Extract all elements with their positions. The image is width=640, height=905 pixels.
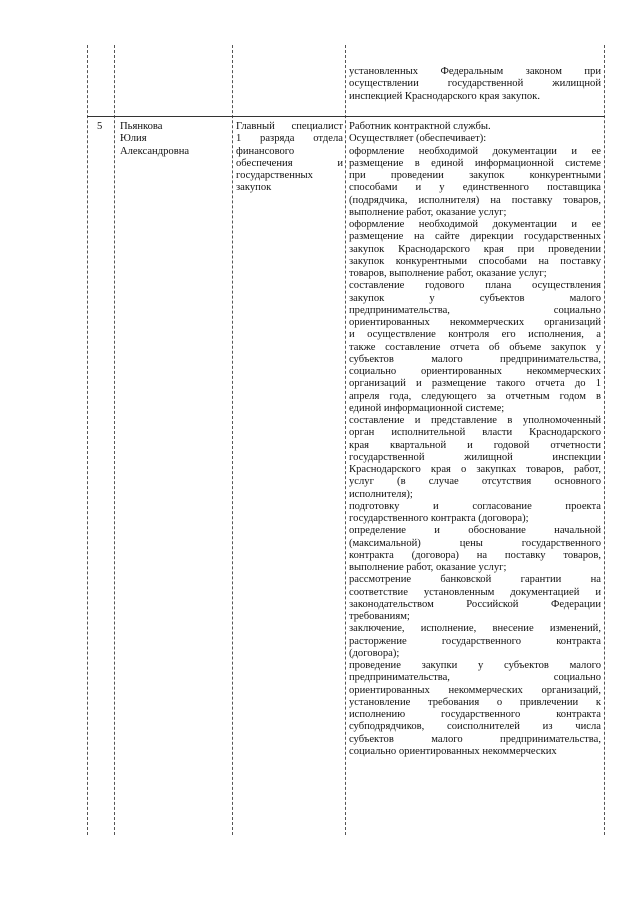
description-line: также составление отчета об объеме закупок у: [349, 341, 601, 353]
description-line: способами и у единственного поставщика: [349, 182, 601, 194]
description-line: установленных Федеральным законом при: [349, 66, 601, 77]
job-duties-description: [349, 121, 601, 758]
description-line: установление требования о привлечении к: [349, 696, 601, 708]
employee-position: [236, 121, 343, 195]
description-line: организаций и размещение такого отчета до 1: [349, 378, 601, 390]
description-line: выполнение работ, оказание услуг;: [349, 562, 507, 573]
description-line: ориентированных некоммерческих организаций,: [349, 684, 601, 696]
top-row-description: [349, 66, 601, 103]
position-line: 1 разряда отдела: [236, 133, 343, 145]
description-line: соответствие установленным документацией и: [349, 586, 601, 598]
description-line: (договора);: [349, 647, 400, 659]
description-line: размещение в единой информационной системе: [349, 157, 601, 169]
description-line: субъектов малого предпринимательства,: [349, 733, 601, 745]
description-line: апреля года, следующего за отчетным годом в: [349, 390, 601, 402]
description-line: и осуществление контроля его исполнения, а: [349, 329, 601, 341]
description-line: исполнению государственного контракта: [349, 709, 601, 720]
position-line: обеспечения и: [236, 157, 343, 169]
name-line: Пьянкова: [120, 121, 163, 132]
description-line: социально ориентированных некоммерческих: [349, 366, 601, 377]
description-line: государственной жилищной инспекции: [349, 451, 601, 463]
table-border-col3: [345, 45, 346, 835]
description-line: субъектов малого предпринимательства,: [349, 353, 601, 365]
description-line: ориентированных некоммерческих организаций: [349, 317, 601, 328]
description-line: закупок Краснодарского края при проведении: [349, 243, 601, 255]
table-border-col2: [232, 45, 233, 835]
row-number: 5: [97, 121, 103, 132]
description-line: единой информационной системе;: [349, 402, 505, 414]
description-line: социально ориентированных некоммерческих: [349, 745, 557, 757]
description-line: (максимальной) цены государственного: [349, 537, 601, 549]
description-line: составление годового плана осуществления: [349, 280, 601, 292]
description-line: требованиям;: [349, 611, 410, 622]
description-line: орган исполнительной власти Краснодарского: [349, 427, 601, 439]
description-line: выполнение работ, оказание услуг;: [349, 206, 507, 218]
name-line: Александровна: [120, 145, 190, 157]
description-line: исполнителя);: [349, 488, 413, 500]
description-line: государственного контракта (договора);: [349, 513, 529, 524]
description-line: подготовку и согласование проекта: [349, 500, 601, 512]
description-line: (подрядчика, исполнителя) на поставку товаров,: [349, 194, 601, 206]
description-line: инспекцией Краснодарского края закупок.: [349, 90, 540, 102]
description-line: размещение на сайте дирекции государственных: [349, 231, 601, 243]
description-line: закупок конкурентными способами на поставку: [349, 255, 601, 267]
description-line: Работник контрактной службы.: [349, 121, 491, 132]
description-line: при проведении закупок конкурентными: [349, 170, 601, 181]
description-line: составление и представление в уполномоченный: [349, 415, 601, 426]
description-line: субподрядчиков, соисполнителей из числа: [349, 721, 601, 733]
position-line: Главный специалист: [236, 121, 343, 132]
description-line: предпринимательства, социально: [349, 672, 601, 684]
description-line: услуг (в случае отсутствия основного: [349, 476, 601, 488]
position-line: закупок: [236, 182, 272, 194]
description-line: товаров, выполнение работ, оказание услуг;: [349, 268, 547, 279]
description-line: определение и обоснование начальной: [349, 525, 601, 537]
table-border-col1: [114, 45, 115, 835]
position-line: государственных: [236, 170, 313, 181]
description-line: предпринимательства, социально: [349, 304, 601, 316]
description-line: контракта (договора) на поставку товаров,: [349, 549, 601, 561]
description-line: законодательством Российской Федерации: [349, 598, 601, 610]
description-line: закупок у субъектов малого: [349, 292, 601, 304]
description-line: оформление необходимой документации и ее: [349, 219, 601, 230]
description-line: рассмотрение банковской гарантии на: [349, 574, 601, 586]
description-line: заключение, исполнение, внесение изменений,: [349, 623, 601, 635]
description-line: оформление необходимой документации и ее: [349, 145, 601, 157]
description-line: Осуществляет (обеспечивает):: [349, 133, 487, 145]
table-border-left: [87, 45, 88, 835]
name-line: Юлия: [120, 133, 147, 145]
employee-name: [120, 121, 230, 158]
row-separator: [87, 116, 605, 117]
position-line: финансового: [236, 145, 295, 157]
description-line: расторжение государственного контракта: [349, 635, 601, 647]
description-line: Краснодарского края о закупках товаров, работ,: [349, 464, 601, 475]
description-line: края квартальной и годовой отчетности: [349, 439, 601, 451]
description-line: осуществлении государственной жилищной: [349, 78, 601, 90]
description-line: проведение закупки у субъектов малого: [349, 660, 601, 671]
table-border-right: [604, 45, 605, 835]
